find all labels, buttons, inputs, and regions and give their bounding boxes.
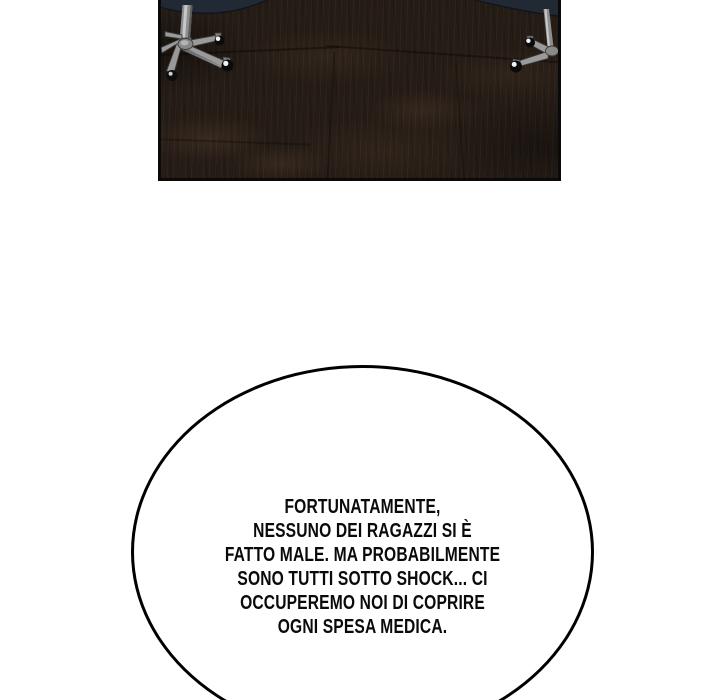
speech-line: NESSUNO DEI RAGAZZI SI È [253,520,472,542]
caster-wheels [510,36,535,73]
left-office-chair [161,0,268,81]
caster-highlight [169,72,173,76]
scene-panel [158,0,561,181]
caster-wheel [525,38,535,48]
right-office-chair [475,0,558,73]
caster-highlight [512,62,517,67]
caster-wheel [167,70,178,81]
speech-bubble [131,365,594,700]
speech-text [184,495,540,639]
speech-line: FORTUNATAMENTE, [284,496,441,518]
caster-highlight [526,39,530,43]
caster-wheel [222,60,234,72]
base-hub [546,46,559,56]
caster-highlight [216,36,221,41]
speech-line: OCCUPEREMO NOI DI COPRIRE [240,592,485,614]
caster-wheel [510,61,522,73]
base-hub-highlight [181,40,189,45]
speech-line: SONO TUTTI SOTTO SHOCK... CI [237,568,488,590]
base-shadow [181,47,225,68]
chairs-illustration [161,0,558,178]
caster-highlight [223,61,228,66]
speech-line: FATTO MALE. MA PROBABILMENTE [224,544,501,566]
speech-line: OGNI SPESA MEDICA. [277,616,448,638]
